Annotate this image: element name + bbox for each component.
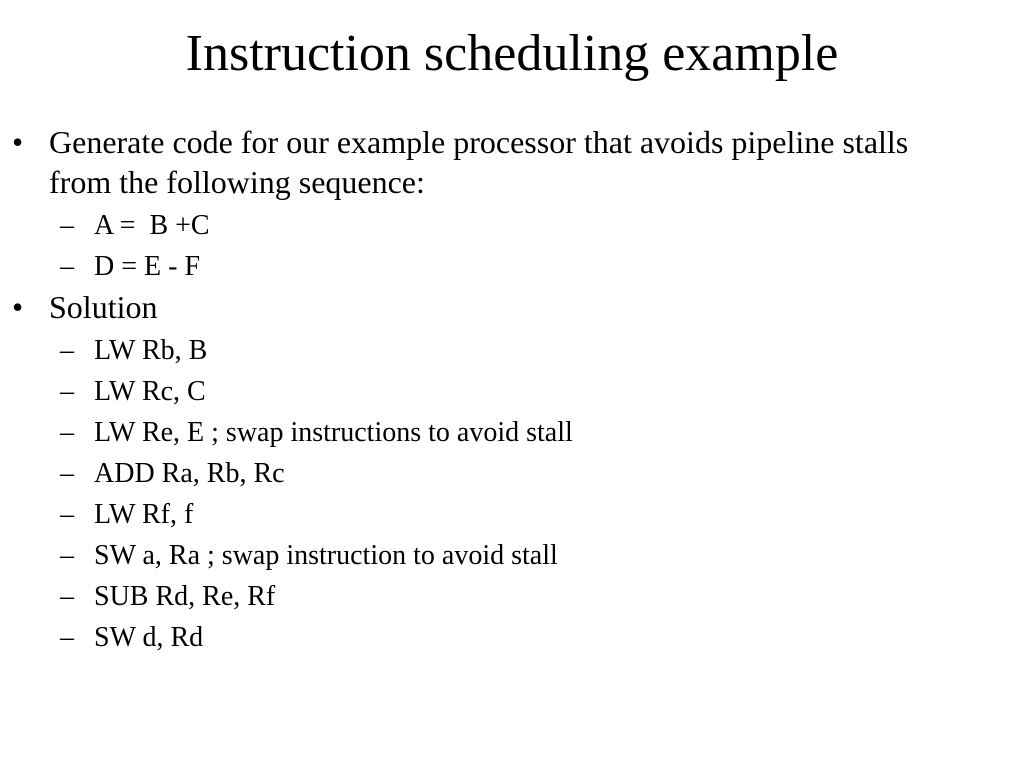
sub-marker: – bbox=[60, 581, 74, 612]
slide-title: Instruction scheduling example bbox=[185, 25, 839, 82]
sub-item bbox=[0, 246, 1024, 287]
sub-list bbox=[0, 330, 1024, 658]
sub-text: SUB Rd, Re, Rf bbox=[94, 581, 276, 612]
sub-text: D = E - F bbox=[94, 251, 201, 282]
sub-item bbox=[0, 494, 1024, 535]
sub-item bbox=[0, 330, 1024, 371]
sub-marker: – bbox=[60, 376, 74, 407]
sub-marker: – bbox=[60, 417, 74, 448]
sub-item bbox=[0, 576, 1024, 617]
bullet-marker: • bbox=[12, 289, 24, 325]
sub-text: LW Re, E ; swap instructions to avoid stall bbox=[94, 417, 573, 448]
sub-text: LW Rb, B bbox=[94, 335, 208, 366]
sub-item bbox=[0, 617, 1024, 658]
sub-item bbox=[0, 453, 1024, 494]
bullet-item bbox=[0, 287, 949, 327]
sub-marker: – bbox=[60, 540, 74, 571]
sub-marker: – bbox=[60, 210, 74, 241]
sub-text: ADD Ra, Rb, Rc bbox=[94, 458, 285, 489]
sub-list bbox=[0, 205, 1024, 287]
sub-item bbox=[0, 412, 1024, 453]
sub-text: SW a, Ra ; swap instruction to avoid stall bbox=[94, 540, 558, 571]
sub-text: SW d, Rd bbox=[94, 622, 204, 653]
bullet-item bbox=[0, 122, 949, 202]
sub-item bbox=[0, 371, 1024, 412]
sub-marker: – bbox=[60, 622, 74, 653]
sub-marker: – bbox=[60, 335, 74, 366]
sub-marker: – bbox=[60, 251, 74, 282]
bullet-marker: • bbox=[12, 124, 24, 160]
sub-item bbox=[0, 535, 1024, 576]
slide-content bbox=[0, 122, 1024, 658]
sub-text: LW Rf, f bbox=[94, 499, 194, 530]
sub-text: LW Rc, C bbox=[94, 376, 206, 407]
bullet-text: Solution bbox=[49, 289, 158, 325]
sub-text: A = B +C bbox=[94, 210, 210, 241]
sub-item bbox=[0, 205, 1024, 246]
sub-marker: – bbox=[60, 499, 74, 530]
sub-marker: – bbox=[60, 458, 74, 489]
bullet-text: Generate code for our example processor that avoids pipeline stalls from the following sequence: bbox=[49, 124, 909, 200]
